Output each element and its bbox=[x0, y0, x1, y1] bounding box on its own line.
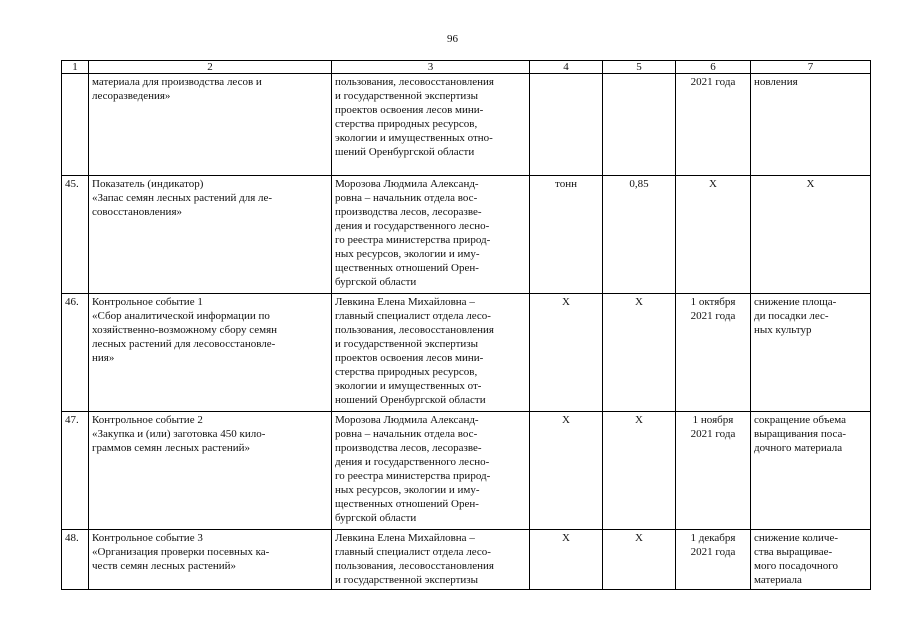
column-header: 2 bbox=[89, 61, 332, 74]
deadline: 1 октября 2021 года bbox=[676, 294, 751, 412]
unit: Х bbox=[530, 530, 603, 590]
event-name: Контрольное событие 3 «Организация проверки посевных ка- честв семян лесных растений» bbox=[89, 530, 332, 590]
unit: Х bbox=[530, 412, 603, 530]
unit bbox=[530, 74, 603, 176]
deadline: 1 ноября 2021 года bbox=[676, 412, 751, 530]
responsible-person: Морозова Людмила Александ- ровна – начальник отдела вос- производства лесов, лесоразве- дения и государственного лесно- го реестра министерства природ- ных ресурсов, экологии и иму- щественных отношений Орен- бургской области bbox=[332, 176, 530, 294]
value bbox=[603, 74, 676, 176]
row-number: 47. bbox=[62, 412, 89, 530]
responsible-person: Морозова Людмила Александ- ровна – начальник отдела вос- производства лесов, лесоразве- дения и государственного лесно- го реестра министерства природ- ных ресурсов, экологии и иму- щественных отношений Орен- бургской области bbox=[332, 412, 530, 530]
row-number: 45. bbox=[62, 176, 89, 294]
effect: новления bbox=[751, 74, 871, 176]
page-number: 96 bbox=[447, 33, 458, 45]
unit: тонн bbox=[530, 176, 603, 294]
event-name: Контрольное событие 2 «Закупка и (или) заготовка 450 кило- граммов семян лесных растений» bbox=[89, 412, 332, 530]
effect: Х bbox=[751, 176, 871, 294]
table-row bbox=[62, 530, 871, 590]
unit: Х bbox=[530, 294, 603, 412]
effect: снижение количе- ства выращивае- мого посадочного материала bbox=[751, 530, 871, 590]
plan-table bbox=[61, 60, 871, 590]
responsible-person: Левкина Елена Михайловна – главный специалист отдела лесо- пользования, лесовосстановления и государственной экспертизы bbox=[332, 530, 530, 590]
column-header: 6 bbox=[676, 61, 751, 74]
responsible-person: Левкина Елена Михайловна – главный специалист отдела лесо- пользования, лесовосстановления и государственной экспертизы проектов освоения лесов мини- стерства природных ресурсов, экологии и имущественных от- ношений Оренбургской области bbox=[332, 294, 530, 412]
column-header: 4 bbox=[530, 61, 603, 74]
deadline: 1 декабря 2021 года bbox=[676, 530, 751, 590]
value: Х bbox=[603, 294, 676, 412]
table-row bbox=[62, 176, 871, 294]
value: Х bbox=[603, 530, 676, 590]
table-row bbox=[62, 74, 871, 176]
event-name: Контрольное событие 1 «Сбор аналитической информации по хозяйственно-возможному сбору семян лесных растений для лесовосстановле- ния» bbox=[89, 294, 332, 412]
event-name: Показатель (индикатор) «Запас семян лесных растений для ле- совосстановления» bbox=[89, 176, 332, 294]
deadline: Х bbox=[676, 176, 751, 294]
value: Х bbox=[603, 412, 676, 530]
deadline: 2021 года bbox=[676, 74, 751, 176]
effect: сокращение объема выращивания поса- дочного материала bbox=[751, 412, 871, 530]
event-name: материала для производства лесов и лесоразведения» bbox=[89, 74, 332, 176]
column-header: 5 bbox=[603, 61, 676, 74]
column-header: 7 bbox=[751, 61, 871, 74]
table-row bbox=[62, 412, 871, 530]
row-number bbox=[62, 74, 89, 176]
table-row bbox=[62, 294, 871, 412]
effect: снижение площа- ди посадки лес- ных культур bbox=[751, 294, 871, 412]
column-header: 1 bbox=[62, 61, 89, 74]
responsible-person: пользования, лесовосстановления и государственной экспертизы проектов освоения лесов мини- стерства природных ресурсов, экологии и имущественных отно- шений Оренбургской области bbox=[332, 74, 530, 176]
column-header: 3 bbox=[332, 61, 530, 74]
value: 0,85 bbox=[603, 176, 676, 294]
row-number: 46. bbox=[62, 294, 89, 412]
header-row bbox=[62, 61, 871, 74]
row-number: 48. bbox=[62, 530, 89, 590]
